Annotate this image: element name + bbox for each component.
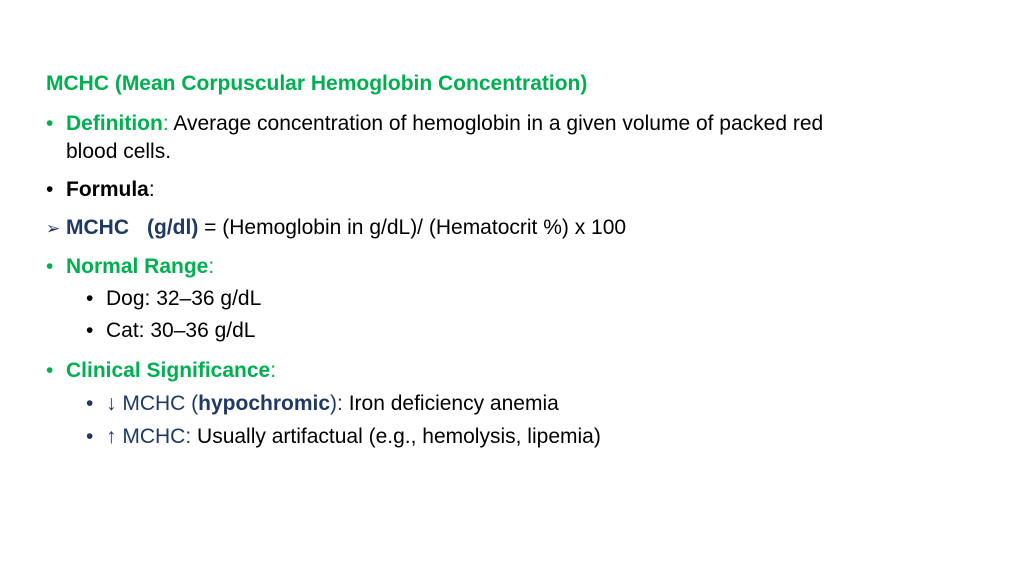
normal-range-item-bullet: •	[86, 287, 94, 310]
clinical-decrease-text: Iron deficiency anemia	[342, 392, 559, 415]
formula-name: MCHC	[66, 216, 129, 239]
definition-bullet: •	[46, 112, 54, 135]
clinical-significance-label: Clinical Significance	[66, 359, 271, 382]
clinical-increase-item	[86, 423, 601, 451]
normal-range-dog: Dog: 32–36 g/dL	[106, 287, 262, 310]
formula-unit: (g/dl)	[147, 216, 199, 239]
normal-range-label: Normal Range	[66, 255, 209, 278]
formula-colon: :	[148, 178, 155, 201]
arrow-bullet-icon: ➢	[46, 219, 61, 238]
clinical-increase-text: Usually artifactual (e.g., hemolysis, lipemia)	[191, 425, 601, 448]
normal-range-colon: :	[208, 255, 215, 278]
normal-range-item-bullet: •	[86, 319, 94, 342]
clinical-increase-colon: :	[185, 425, 192, 448]
definition-text-continued: blood cells.	[66, 140, 172, 163]
clinical-decrease-bullet: •	[86, 392, 94, 415]
clinical-increase-bullet: •	[86, 425, 94, 448]
clinical-decrease-term: hypochromic	[198, 392, 331, 415]
formula-line	[46, 176, 155, 204]
definition-colon: :	[162, 112, 169, 135]
formula-equation: = (Hemoglobin in g/dL)/ (Hematocrit %) x 100	[198, 216, 627, 239]
clinical-increase-mchc: MCHC	[122, 425, 186, 448]
down-arrow-icon: ↓	[106, 392, 123, 415]
normal-range-line	[46, 253, 214, 281]
normal-range-cat: Cat: 30–36 g/dL	[106, 319, 256, 342]
normal-range-bullet: •	[46, 255, 54, 278]
definition-text: Average concentration of hemoglobin in a given volume of packed red	[168, 112, 824, 135]
up-arrow-icon: ↑	[106, 425, 123, 448]
definition-line-2	[66, 138, 171, 166]
normal-range-item	[86, 317, 255, 345]
formula-expression-line	[46, 214, 626, 243]
definition-label: Definition	[66, 112, 163, 135]
clinical-decrease-mchc: MCHC (	[122, 392, 199, 415]
formula-bullet: •	[46, 178, 54, 201]
clinical-significance-line	[46, 357, 276, 385]
slide-title: MCHC (Mean Corpuscular Hemoglobin Concentration)	[46, 72, 588, 95]
formula-label: Formula	[66, 178, 149, 201]
clinical-significance-colon: :	[270, 359, 277, 382]
clinical-decrease-item	[86, 390, 559, 418]
normal-range-item	[86, 285, 261, 313]
definition-line	[46, 110, 823, 138]
clinical-significance-bullet: •	[46, 359, 54, 382]
clinical-decrease-close: ):	[330, 392, 343, 415]
